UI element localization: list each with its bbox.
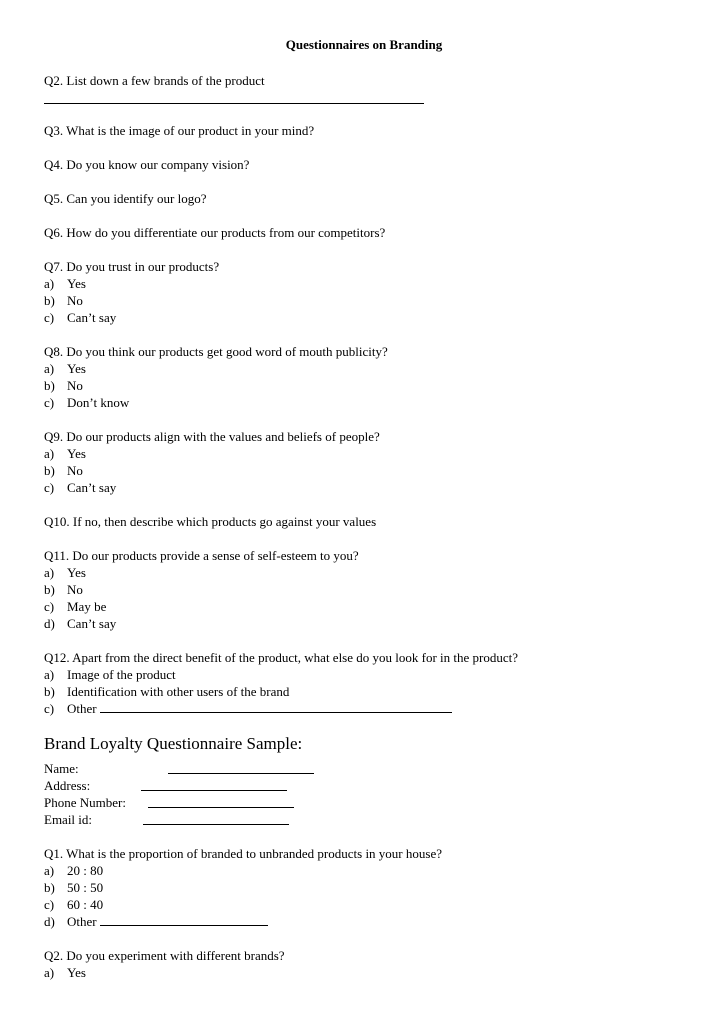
option-q12-a: a) Image of the product <box>44 667 176 682</box>
field-phone <box>44 794 704 811</box>
loyalty-question-q2: Q2. Do you experiment with different brands? <box>44 948 285 963</box>
option-q11-b: b) No <box>44 582 83 597</box>
option-q9-b: b) No <box>44 463 83 478</box>
option-loyalty-q2-a: a) Yes <box>44 965 86 980</box>
question-q2: Q2. List down a few brands of the product <box>44 73 265 88</box>
option-q8-a: a) Yes <box>44 361 86 376</box>
question-q10: Q10. If no, then describe which products go against your values <box>44 514 377 529</box>
question-q7: Q7. Do you trust in our products? <box>44 259 220 274</box>
field-address-label: Address: <box>44 778 91 793</box>
option-q11-a: a) Yes <box>44 565 86 580</box>
option-q9-a: a) Yes <box>44 446 86 461</box>
option-q11-d: d) Can’t say <box>44 616 117 631</box>
question-q12: Q12. Apart from the direct benefit of the product, what else do you look for in the product? <box>44 650 519 665</box>
field-phone-line <box>148 794 294 808</box>
option-loyalty-q1-a: a) 20 : 80 <box>44 863 104 878</box>
option-loyalty-q1-b: b) 50 : 50 <box>44 880 104 895</box>
section-heading-brand-loyalty: Brand Loyalty Questionnaire Sample: <box>44 734 303 753</box>
option-q7-c: c) Can’t say <box>44 310 117 325</box>
field-email-line <box>143 811 289 825</box>
option-q8-b: b) No <box>44 378 83 393</box>
option-q7-a: a) Yes <box>44 276 86 291</box>
page-title: Questionnaires on Branding <box>285 37 443 52</box>
field-name-line <box>168 760 314 774</box>
option-loyalty-q1-d: d) Other <box>44 913 704 930</box>
field-name <box>44 760 704 777</box>
field-address <box>44 777 704 794</box>
option-q8-c: c) Don’t know <box>44 395 130 410</box>
option-q11-c: c) May be <box>44 599 107 614</box>
question-q8: Q8. Do you think our products get good word of mouth publicity? <box>44 344 388 359</box>
question-q3: Q3. What is the image of our product in your mind? <box>44 123 315 138</box>
question-q6: Q6. How do you differentiate our products from our competitors? <box>44 225 386 240</box>
question-q5: Q5. Can you identify our logo? <box>44 191 207 206</box>
option-loyalty-q1-c: c) 60 : 40 <box>44 897 104 912</box>
option-q7-b: b) No <box>44 293 83 308</box>
answer-line-loyalty-q1-other <box>100 913 268 926</box>
field-email <box>44 811 704 828</box>
field-name-label: Name: <box>44 761 79 776</box>
option-q9-c: c) Can’t say <box>44 480 117 495</box>
answer-line-q2 <box>44 89 424 104</box>
loyalty-question-q1: Q1. What is the proportion of branded to unbranded products in your house? <box>44 846 442 861</box>
question-q4: Q4. Do you know our company vision? <box>44 157 250 172</box>
option-q12-b: b) Identification with other users of the brand <box>44 684 290 699</box>
question-q11: Q11. Do our products provide a sense of self-esteem to you? <box>44 548 359 563</box>
document-page <box>44 36 704 998</box>
answer-line-q12-other <box>100 700 452 713</box>
field-email-label: Email id: <box>44 812 93 827</box>
question-q9: Q9. Do our products align with the values and beliefs of people? <box>44 429 380 444</box>
field-phone-label: Phone Number: <box>44 795 126 810</box>
field-address-line <box>141 777 287 791</box>
option-q12-c: c) Other <box>44 700 704 717</box>
